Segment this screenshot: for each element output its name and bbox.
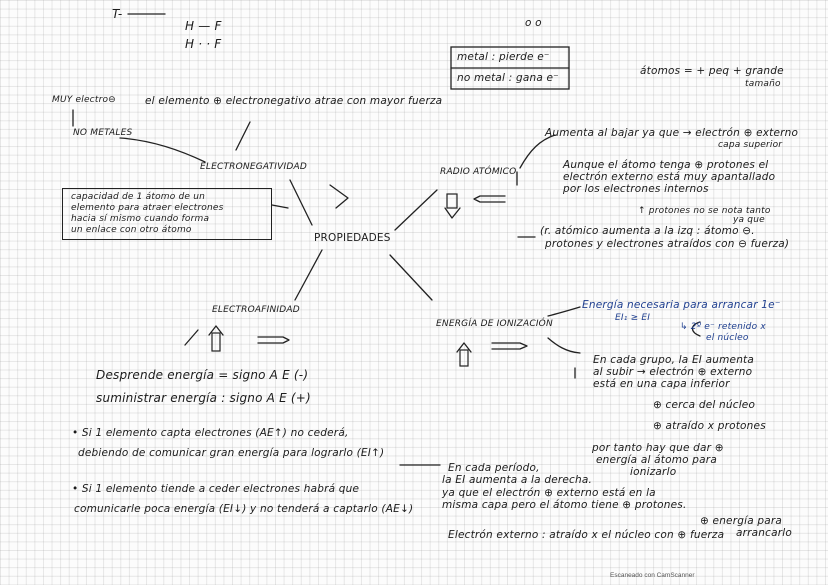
ionizacion-necesaria: Energía necesaria para arrancar 1e⁻	[582, 299, 781, 311]
radio-capa-note: capa superior	[718, 140, 783, 150]
def-line-1: capacidad de 1 átomo de un	[71, 192, 206, 202]
radio-aunque-3: por los electrones internos	[563, 183, 709, 195]
ionizacion-cerca: ⊕ cerca del núcleo	[653, 399, 756, 411]
radio-aunque-2: electrón externo está muy apantallado	[563, 171, 776, 183]
ionizacion-periodo-2: la EI aumenta a la derecha.	[442, 474, 593, 486]
ionizacion-periodo-1: En cada período,	[448, 462, 540, 474]
hf-bond-line: H — F	[185, 19, 222, 33]
ionizacion-portanto-1: por tanto hay que dar ⊕	[592, 442, 724, 454]
nometal-note: no metal : gana e⁻	[457, 72, 559, 84]
radio-ya-que: ya que	[733, 215, 765, 225]
ionizacion-title: ENERGÍA DE IONIZACIÓN	[436, 319, 553, 329]
ionizacion-periodo-3: ya que el electrón ⊕ externo está en la	[442, 487, 656, 499]
ionizacion-ei: EI₁ ≥ EI	[615, 313, 651, 323]
elemento-note: el elemento ⊕ electronegativo atrae con mayor fuerza	[145, 95, 443, 107]
radio-aunque-1: Aunque el átomo tenga ⊕ protones el	[563, 159, 769, 171]
ionizacion-arrancarlo: arrancarlo	[736, 527, 793, 539]
ionizacion-grupo-3: está en una capa inferior	[593, 378, 730, 390]
electroneg-definition-box	[62, 188, 272, 240]
ionizacion-segundo: ↳ 2º e⁻ retenido x	[680, 322, 766, 332]
ionizacion-grupo-1: En cada grupo, la EI aumenta	[593, 354, 755, 366]
afinidad-bullet1-b: debiendo de comunicar gran energía para lograrlo (EI↑)	[78, 447, 385, 459]
electronegatividad-title: ELECTRONEGATIVIDAD	[200, 162, 307, 172]
propiedades-title: PROPIEDADES	[314, 232, 391, 244]
muy-electro-note: MUY electro⊖	[52, 95, 116, 105]
ionizacion-nucleo: el núcleo	[706, 333, 749, 343]
tamano-note: tamaño	[745, 79, 781, 89]
metal-note: metal : pierde e⁻	[457, 51, 550, 63]
radio-aumenta-note: Aumenta al bajar ya que → electrón ⊕ externo	[545, 127, 799, 139]
afinidad-desprende: Desprende energía = signo A E (-)	[96, 368, 309, 382]
ionizacion-atraido: ⊕ atraído x protones	[653, 420, 766, 432]
afinidad-bullet2-a: • Si 1 elemento tiende a ceder electrones habrá que	[72, 483, 360, 495]
ionizacion-energia-para: ⊕ energía para	[700, 515, 783, 527]
radio-ratomico-2: protones y electrones atraídos con ⊖ fuerza)	[545, 238, 790, 250]
top-dots: o o	[525, 17, 542, 29]
nometales-note: NO METALES	[73, 128, 133, 138]
ionizacion-grupo-2: al subir → electrón ⊕ externo	[593, 366, 753, 378]
ionizacion-portanto-3: ionizarlo	[630, 466, 677, 478]
atomos-note: átomos = + peq + grande	[640, 65, 784, 77]
corner-mark: T-	[112, 7, 123, 21]
radio-atomico-title: RADIO ATÓMICO	[440, 167, 517, 177]
afinidad-bullet1-a: • Si 1 elemento capta electrones (AE↑) no cederá,	[72, 427, 349, 439]
scanner-watermark: Escaneado con CamScanner	[610, 572, 695, 579]
ionizacion-portanto-2: energía al átomo para	[596, 454, 717, 466]
def-line-4: un enlace con otro átomo	[71, 225, 192, 235]
electroafinidad-title: ELECTROAFINIDAD	[212, 305, 300, 315]
ionizacion-periodo-4: misma capa pero el átomo tiene ⊕ protones.	[442, 499, 687, 511]
hf-bond-dots: H · · F	[185, 37, 222, 51]
radio-protones-note: ↑ protones no se nota tanto	[638, 206, 771, 216]
radio-ratomico-1: (r. atómico aumenta a la izq : átomo ⊖.	[540, 225, 755, 237]
def-line-3: hacia sí mismo cuando forma	[71, 214, 210, 224]
def-line-2: elemento para atraer electrones	[71, 203, 224, 213]
afinidad-bullet2-b: comunicarle poca energía (EI↓) y no tenderá a captarlo (AE↓)	[74, 503, 414, 515]
afinidad-suministrar: suministrar energía : signo A E (+)	[96, 391, 311, 405]
ionizacion-electron-externo: Electrón externo : atraído x el núcleo con ⊕ fuerza	[448, 529, 725, 541]
